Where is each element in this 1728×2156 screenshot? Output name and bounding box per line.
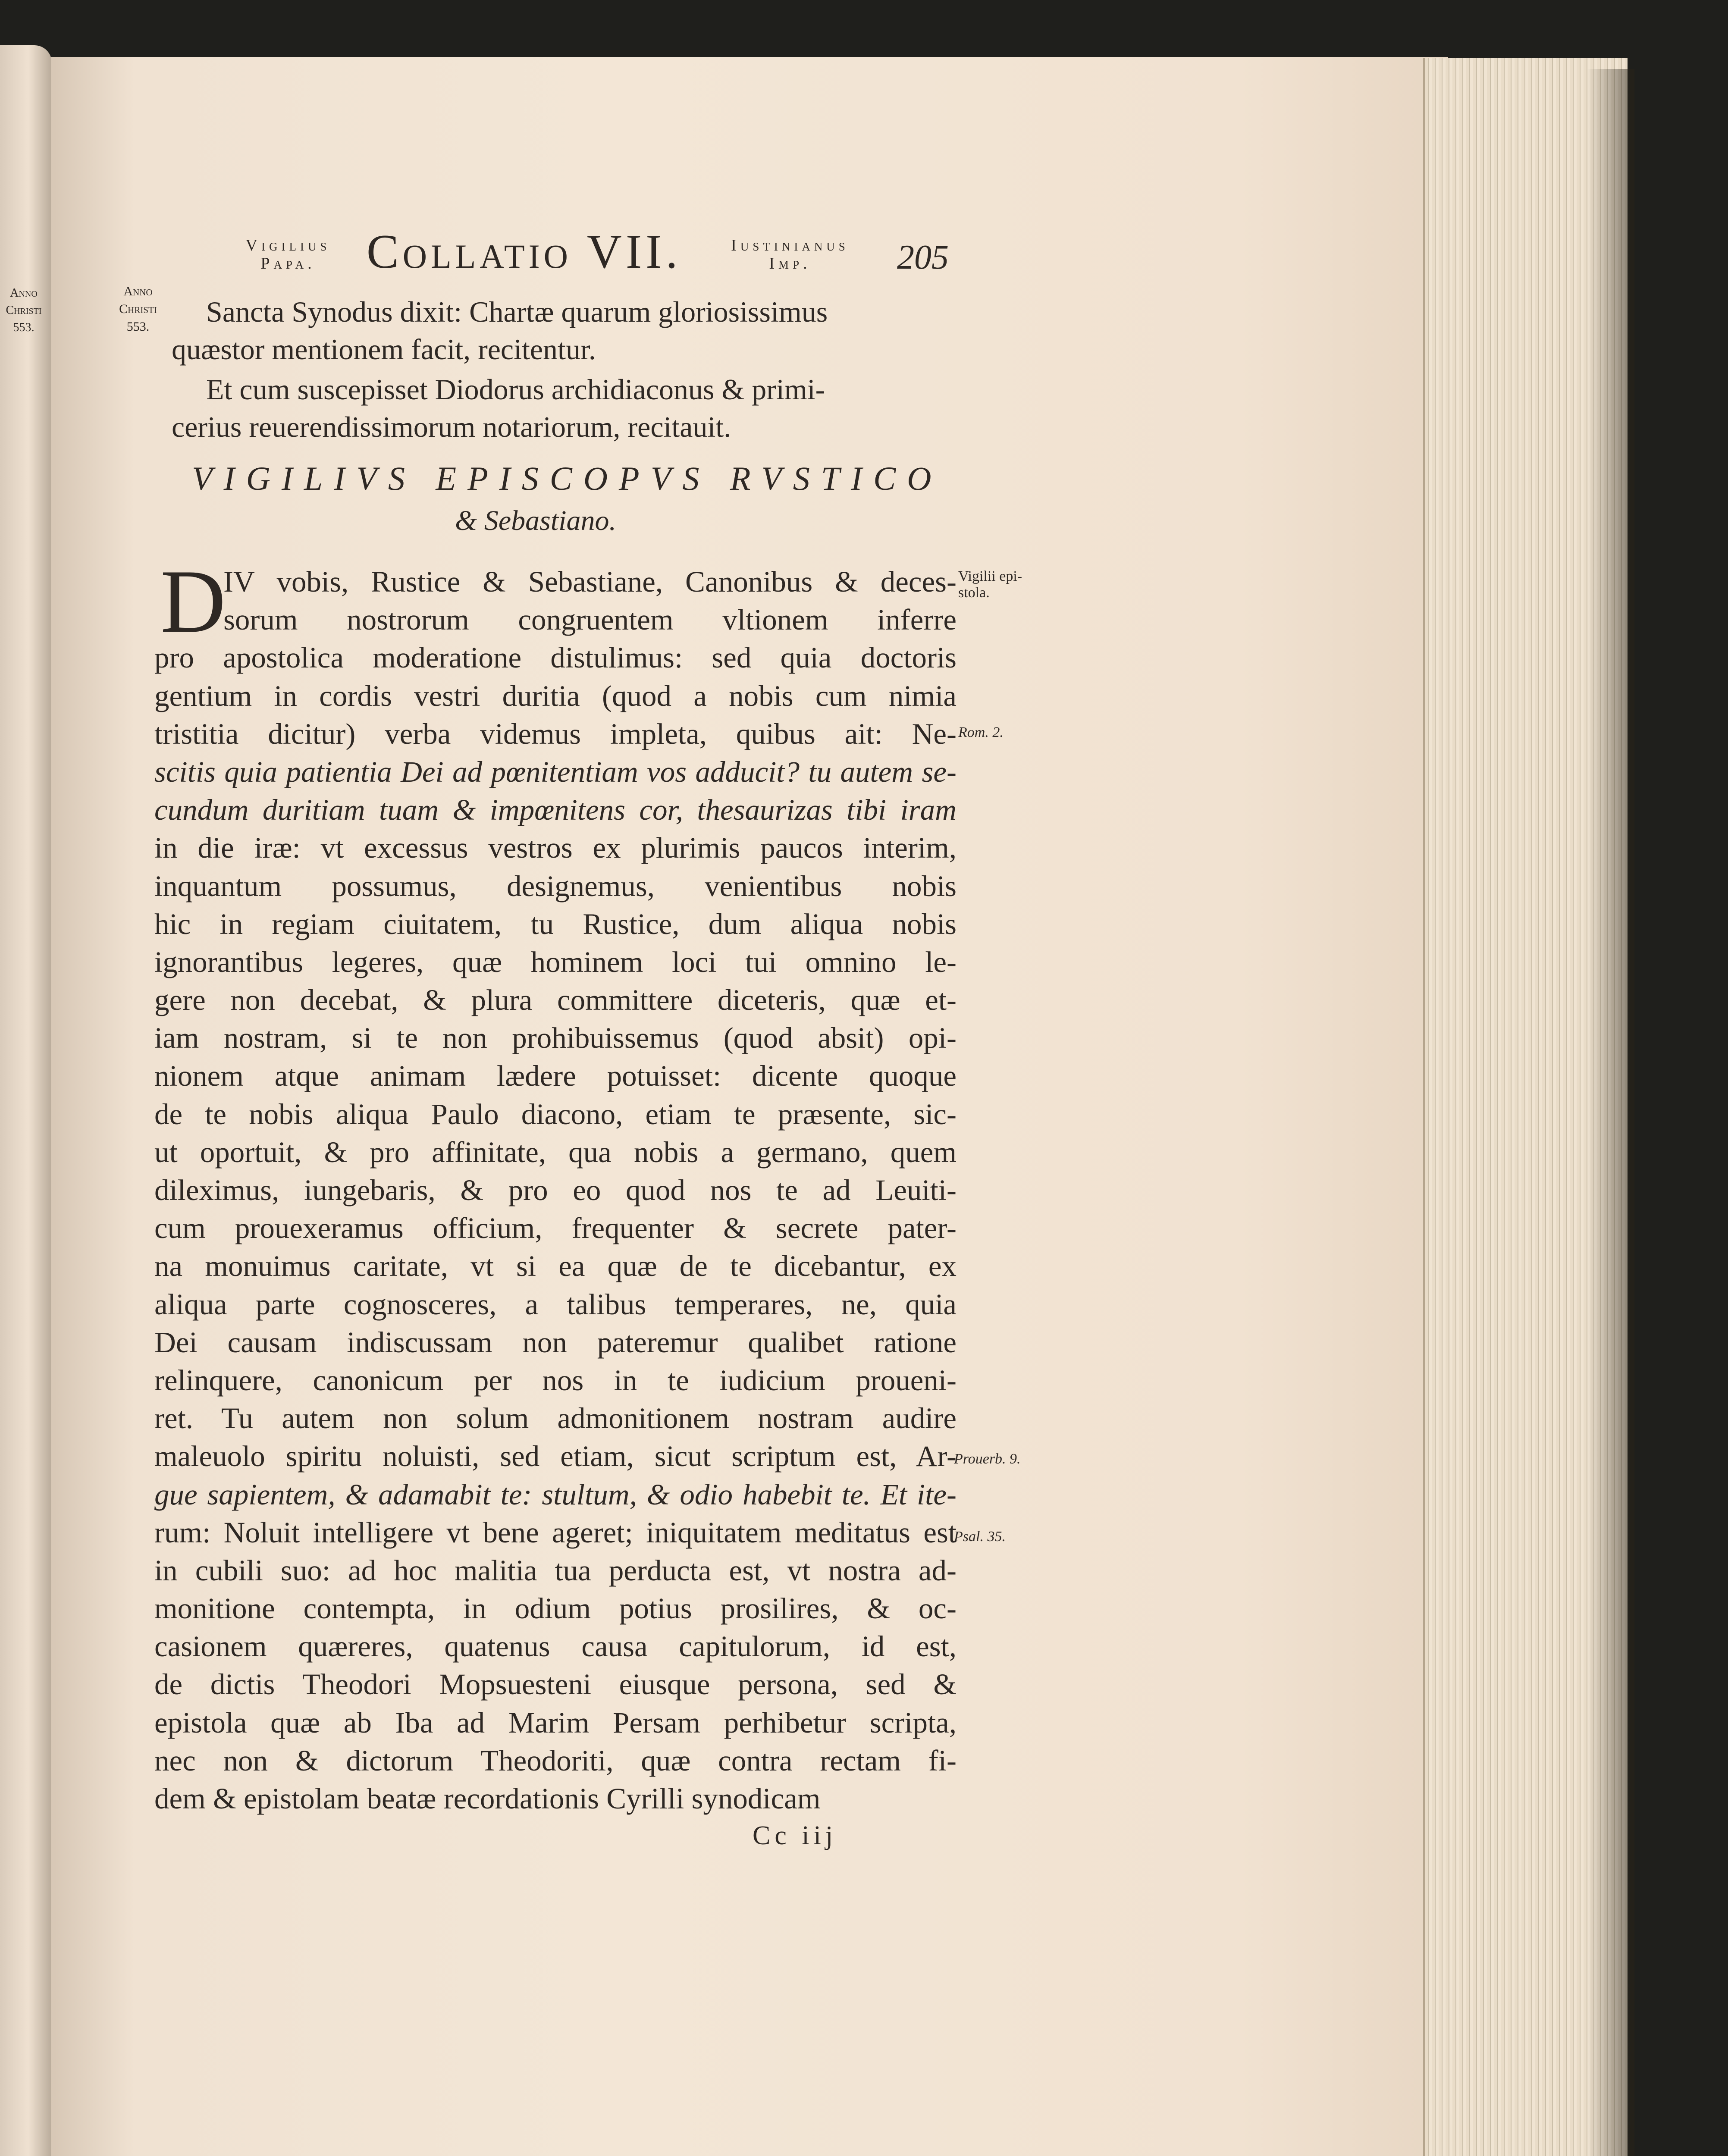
side-note-psal: Psal. 35. <box>954 1529 1006 1545</box>
page-title: Collatio VII. <box>367 225 682 279</box>
body-line: de te nobis aliqua Paulo diacono, etiam te præsente, sic- <box>154 1097 957 1131</box>
body-line: de dictis Theodori Mopsuesteni eiusque persona, sed & <box>154 1668 957 1701</box>
header-left-name: Vigilius <box>245 236 331 254</box>
drop-cap: D <box>160 552 226 652</box>
body-line: nionem atque animam lædere potuisset: dicente quoque <box>154 1059 957 1093</box>
body-line: gentium in cordis vestri duritia (quod a nobis cum nimia <box>154 679 957 712</box>
left-margin-line: 553. <box>13 321 34 334</box>
body-line: sorum nostrorum congruentem vltionem inferre <box>223 603 957 636</box>
body-line: in die iræ: vt excessus vestros ex plurimis paucos interim, <box>154 831 957 865</box>
body-line: nec non & dictorum Theodoriti, quæ contra rectam fi- <box>154 1744 957 1777</box>
body-line: dem & epistolam beatæ recordationis Cyrilli synodicam <box>154 1782 821 1815</box>
header-right-name: Iustinianus <box>731 236 849 254</box>
body-line: dileximus, iungebaris, & pro eo quod nos te ad Leuiti- <box>154 1174 957 1206</box>
year-note-line: Christi <box>119 302 157 316</box>
body-line: relinquere, canonicum per nos in te iudicium proueni- <box>154 1363 957 1397</box>
intro-line: Sancta Synodus dixit: Chartæ quarum gloriosissimus <box>206 295 828 328</box>
side-note-line: Vigilii epi- <box>958 568 1022 584</box>
body-line: casionem quæreres, quatenus causa capitulorum, id est, <box>154 1630 957 1663</box>
header-right-block <box>704 236 876 273</box>
left-page-margin-note <box>0 285 47 336</box>
signature-mark: Cc iij <box>753 1821 837 1850</box>
body-line: iam nostram, si te non prohibuissemus (quod absit) opi- <box>154 1022 957 1055</box>
body-line: aliqua parte cognosceres, a talibus temperares, ne, quia <box>154 1288 957 1321</box>
intro-line: Et cum suscepisset Diodorus archidiaconus & primi- <box>206 373 825 406</box>
side-note-line: stola. <box>958 585 990 601</box>
epistle-heading-line1: VIGILIVS EPISCOPVS RVSTICO <box>192 460 943 497</box>
year-note-line: Anno <box>123 284 153 298</box>
body-line: cum prouexeramus officium, frequenter & secrete pater- <box>154 1212 957 1245</box>
body-line: inquantum possumus, designemus, venientibus nobis <box>154 869 957 903</box>
body-line: ignorantibus legeres, quæ hominem loci tui omnino le- <box>154 945 957 978</box>
body-line: cundum duritiam tuam & impœnitens cor, thesaurizas tibi iram <box>154 793 957 827</box>
body-line: gere non decebat, & plura committere diceteris, quæ et- <box>154 984 957 1017</box>
header-right-title: Imp. <box>769 254 811 273</box>
year-margin-note <box>97 282 179 335</box>
left-margin-line: Anno <box>10 286 38 300</box>
epistle-body <box>154 563 957 1818</box>
side-note-vigilii <box>958 568 1022 601</box>
header-left-block <box>236 236 340 273</box>
body-line: epistola quæ ab Iba ad Marim Persam perhibetur scripta, <box>154 1706 957 1739</box>
body-line: scitis quia patientia Dei ad pœnitentiam vos adducit? tu autem se- <box>154 755 957 788</box>
body-line: Dei causam indiscussam non pateremur qualibet ratione <box>154 1326 957 1359</box>
body-line: na monuimus caritate, vt si ea quæ de te dicebantur, ex <box>154 1250 957 1283</box>
intro-line: cerius reuerendissimorum notariorum, recitauit. <box>172 411 731 443</box>
page-number: 205 <box>897 238 949 276</box>
body-line: IV vobis, Rustice & Sebastiane, Canonibus & deces- <box>223 565 957 598</box>
left-margin-line: Christi <box>6 304 42 317</box>
side-note-prouerb: Prouerb. 9. <box>954 1451 1021 1467</box>
body-line: rum: Noluit intelligere vt bene ageret; iniquitatem meditatus est <box>154 1516 957 1549</box>
year-note-line: 553. <box>126 320 150 334</box>
epistle-heading-line2: & Sebastiano. <box>455 505 616 536</box>
left-page-edge <box>0 45 52 2156</box>
header-left-title: Papa. <box>260 254 316 273</box>
body-line: tristitia dicitur) verba videmus impleta, quibus ait: Ne- <box>154 717 957 750</box>
body-line: pro apostolica moderatione distulimus: sed quia doctoris <box>154 641 957 674</box>
body-line: maleuolo spiritu noluisti, sed etiam, sicut scriptum est, Ar- <box>154 1440 957 1473</box>
body-line: hic in regiam ciuitatem, tu Rustice, dum aliqua nobis <box>154 907 957 940</box>
body-line: gue sapientem, & adamabit te: stultum, & odio habebit te. Et ite- <box>154 1478 957 1511</box>
body-line: ut oportuit, & pro affinitate, qua nobis a germano, quem <box>154 1135 957 1169</box>
body-line: ret. Tu autem non solum admonitionem nostram audire <box>154 1402 957 1435</box>
body-line: monitione contempta, in odium potius prosilires, & oc- <box>154 1592 957 1625</box>
fore-edge-shadow <box>1587 69 1634 2156</box>
side-note-rom: Rom. 2. <box>958 724 1004 740</box>
intro-line: quæstor mentionem facit, recitentur. <box>172 333 596 366</box>
body-line: in cubili suo: ad hoc malitia tua perducta est, vt nostra ad- <box>154 1554 957 1587</box>
